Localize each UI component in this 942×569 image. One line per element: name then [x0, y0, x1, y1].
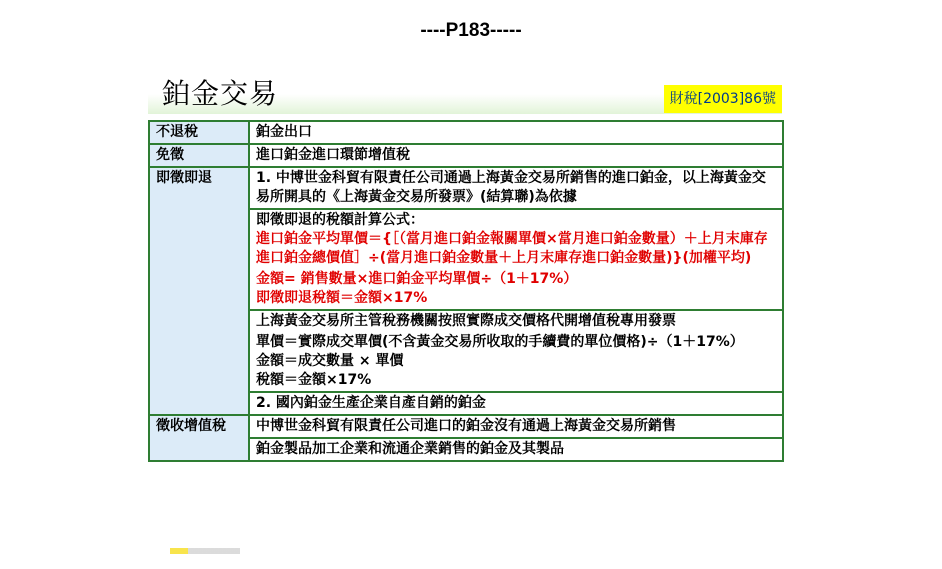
formula-heading: 即徵即退的稅額計算公式： — [256, 212, 424, 228]
formula-refund-tax: 即徵即退稅額＝金額×17% — [256, 290, 428, 306]
table-row — [149, 415, 783, 438]
page-label: ----P183----- — [420, 20, 522, 41]
amount-line: 金額＝成交數量 × 單價 — [256, 353, 404, 369]
table-row — [149, 144, 783, 167]
unit-price-line: 單價＝實際成交單價(不含黃金交易所收取的手續費的單位價格)÷（1＋17%） — [256, 334, 744, 350]
row-content: 進口鉑金進口環節增值稅 — [249, 144, 783, 167]
tax-line: 稅額＝金額×17% — [256, 372, 372, 388]
slide — [148, 62, 782, 546]
reference-badge: 財稅[2003]86號 — [664, 85, 782, 113]
formula-cell — [249, 209, 783, 310]
invoice-line: 上海黃金交易所主管稅務機關按照實際成交價格代開增值稅專用發票 — [256, 313, 676, 329]
row-category: 徵收增值稅 — [149, 415, 249, 461]
row-content: 2. 國內鉑金生產企業自產自銷的鉑金 — [249, 392, 783, 415]
formula-average-price: 進口鉑金平均單價＝{［（當月進口鉑金報關單價×當月進口鉑金數量）＋上月末庫存進口鉑金總價值］÷(當月進口鉑金數量＋上月末庫存進口鉑金數量)}(加權平均) — [256, 231, 768, 266]
formula-amount: 金額= 銷售數量×進口鉑金平均單價÷（1＋17%） — [256, 271, 578, 287]
footer-logo-mark — [170, 548, 240, 554]
row-category: 即徵即退 — [149, 167, 249, 415]
row-content: 1. 中博世金科貿有限責任公司通過上海黃金交易所銷售的進口鉑金，以上海黃金交易所開具的《上海黃金交易所發票》(結算聯)為依據 — [249, 167, 783, 209]
row-category: 不退稅 — [149, 121, 249, 144]
tax-treatment-table — [148, 120, 784, 462]
table-row — [149, 167, 783, 209]
table-row — [149, 121, 783, 144]
slide-title: 鉑金交易 — [162, 77, 279, 110]
row-content: 鉑金製品加工企業和流通企業銷售的鉑金及其製品 — [249, 438, 783, 461]
row-category: 免徵 — [149, 144, 249, 167]
row-content: 中博世金科貿有限責任公司進口的鉑金沒有通過上海黃金交易所銷售 — [249, 415, 783, 438]
invoice-cell — [249, 310, 783, 392]
row-content: 鉑金出口 — [249, 121, 783, 144]
